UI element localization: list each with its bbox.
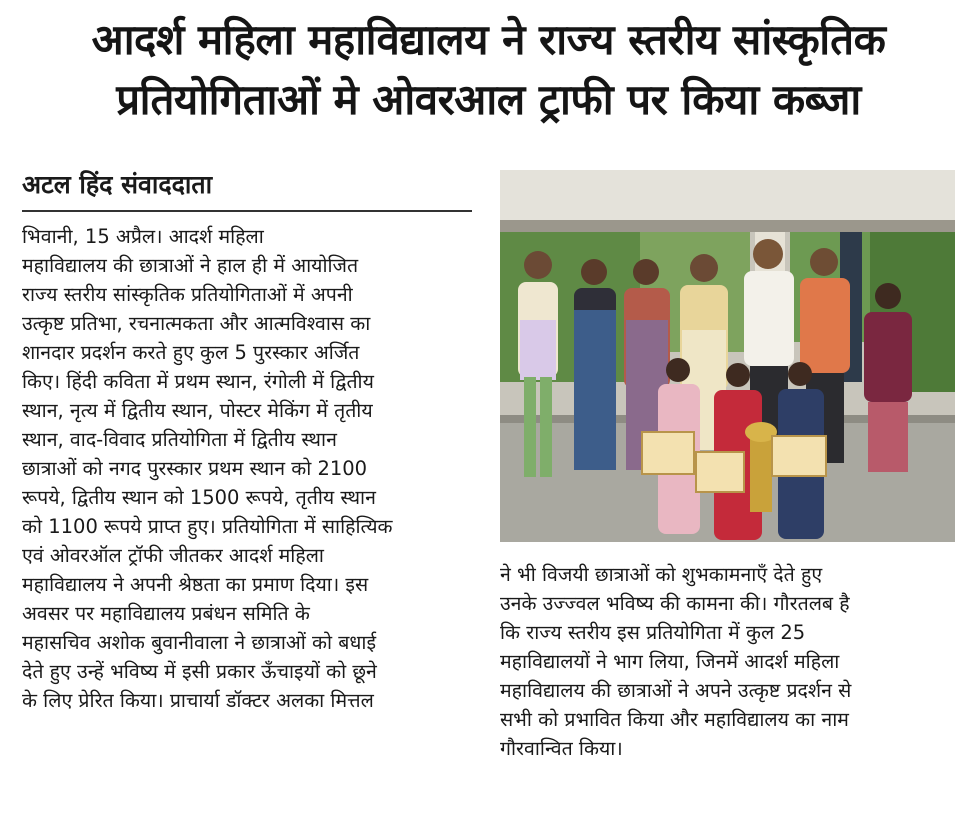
canopy-beam <box>500 220 955 232</box>
body-line: एवं ओवरऑल ट्रॉफी जीतकर आदर्श महिला <box>22 544 324 567</box>
person-2 <box>574 259 616 470</box>
body-line: महाविद्यालय की छात्राओं ने हाल ही में आयोजित <box>22 254 359 277</box>
body-line: भिवानी, 15 अप्रैल। आदर्श महिला <box>22 225 264 248</box>
body-line: ने भी विजयी छात्राओं को शुभकामनाएँ देते हुए <box>500 563 823 586</box>
certificate <box>772 436 826 476</box>
headline-line-2: प्रतियोगिताओं मे ओवरआल ट्राफी पर किया कब्जा <box>116 75 861 124</box>
body-line: किए। हिंदी कविता में प्रथम स्थान, रंगोली में द्वितीय <box>22 370 374 393</box>
canopy <box>500 170 955 220</box>
body-line: सभी को प्रभावित किया और महाविद्यालय का नाम <box>500 708 849 731</box>
group-photo <box>500 170 955 542</box>
headline <box>0 10 977 130</box>
byline: अटल हिंद संवाददाता <box>22 170 213 199</box>
body-line: राज्य स्तरीय सांस्कृतिक प्रतियोगिताओं में अपनी <box>22 283 353 306</box>
body-line: अवसर पर महाविद्यालय प्रबंधन समिति के <box>22 602 310 625</box>
certificate <box>642 432 694 474</box>
body-line: शानदार प्रदर्शन करते हुए कुल 5 पुरस्कार अर्जित <box>22 341 360 364</box>
body-line: महासचिव अशोक बुवानीवाला ने छात्राओं को बधाई <box>22 631 377 654</box>
body-line: उनके उज्ज्वल भविष्य की कामना की। गौरतलब है <box>500 592 850 615</box>
body-line: स्थान, नृत्य में द्वितीय स्थान, पोस्टर मेकिंग में तृतीय <box>22 399 373 422</box>
body-line: देते हुए उन्हें भविष्य में इसी प्रकार ऊँचाइयों को छूने <box>22 660 377 683</box>
byline-divider <box>22 210 472 212</box>
article-body-left <box>22 222 472 715</box>
body-line: कि राज्य स्तरीय इस प्रतियोगिता में कुल 25 <box>500 621 806 644</box>
certificate <box>696 452 744 492</box>
body-line: को 1100 रूपये प्राप्त हुए। प्रतियोगिता में साहित्यिक <box>22 515 393 538</box>
headline-line-1: आदर्श महिला महाविद्यालय ने राज्य स्तरीय सांस्कृतिक <box>91 15 886 64</box>
article-body-right <box>500 560 955 763</box>
body-line: रूपये, द्वितीय स्थान को 1500 रूपये, तृतीय स्थान <box>22 486 376 509</box>
body-line: महाविद्यालयों ने भाग लिया, जिनमें आदर्श महिला <box>500 650 840 673</box>
group-photo-illustration <box>500 170 955 542</box>
body-line: महाविद्यालय की छात्राओं ने अपने उत्कृष्ट प्रदर्शन से <box>500 679 852 702</box>
body-line: स्थान, वाद-विवाद प्रतियोगिता में द्वितीय स्थान <box>22 428 337 451</box>
trophy <box>750 432 772 512</box>
body-line: महाविद्यालय ने अपनी श्रेष्ठता का प्रमाण दिया। इस <box>22 573 369 596</box>
body-line: गौरवान्वित किया। <box>500 737 623 760</box>
body-line: उत्कृष्ट प्रतिभा, रचनात्मकता और आत्मविश्वास का <box>22 312 371 335</box>
body-line: छात्राओं को नगद पुरस्कार प्रथम स्थान को 2100 <box>22 457 368 480</box>
body-line: के लिए प्रेरित किया। प्राचार्या डॉक्टर अलका मित्तल <box>22 689 374 712</box>
